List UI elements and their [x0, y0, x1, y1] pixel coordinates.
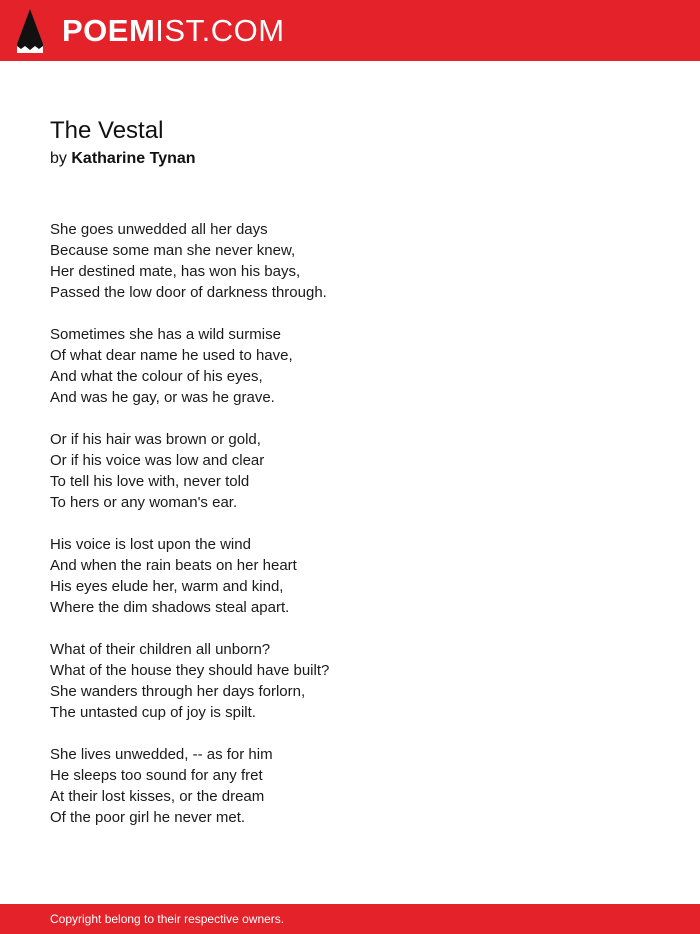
poem-line: She goes unwedded all her days: [50, 221, 268, 238]
site-header: [0, 0, 700, 61]
author-name: Katharine Tynan: [71, 150, 196, 167]
byline-prefix: by: [50, 150, 67, 167]
pencil-tip-icon: [17, 9, 43, 53]
poem-line: Because some man she never knew,: [50, 242, 296, 259]
poem-line: To tell his love with, never told: [50, 473, 250, 490]
site-logo-text: [62, 9, 285, 53]
poem-line: The untasted cup of joy is spilt.: [50, 704, 256, 721]
poem-line: Or if his hair was brown or gold,: [50, 431, 261, 448]
poem-line: What of their children all unborn?: [50, 641, 271, 658]
poem-line: At their lost kisses, or the dream: [50, 788, 265, 805]
poem-line: Her destined mate, has won his bays,: [50, 263, 301, 280]
poem-line: She wanders through her days forlorn,: [50, 683, 306, 700]
poem-title: The Vestal: [50, 117, 164, 144]
poem-line: Of what dear name he used to have,: [50, 347, 293, 364]
poem-line: What of the house they should have built?: [50, 662, 330, 679]
poem-line: Or if his voice was low and clear: [50, 452, 265, 469]
poem-line: And when the rain beats on her heart: [50, 557, 297, 574]
poem-body: [50, 219, 650, 849]
poem-stanza: [50, 429, 650, 513]
poem-line: His eyes elude her, warm and kind,: [50, 578, 284, 595]
copyright-text: Copyright belong to their respective owners.: [50, 912, 285, 926]
poem-byline: [50, 149, 196, 169]
poem-line: Of the poor girl he never met.: [50, 809, 246, 826]
poem-stanza: [50, 324, 650, 408]
poem-line: His voice is lost upon the wind: [50, 536, 251, 553]
poem-stanza: [50, 639, 650, 723]
site-footer: [0, 904, 700, 934]
poem-line: She lives unwedded, -- as for him: [50, 746, 273, 763]
poem-line: Sometimes she has a wild surmise: [50, 326, 281, 343]
poem-line: Passed the low door of darkness through.: [50, 284, 327, 301]
poem-stanza: [50, 744, 650, 828]
poem-stanza: [50, 534, 650, 618]
poem-line: Where the dim shadows steal apart.: [50, 599, 290, 616]
logo-text-light: IST.COM: [155, 13, 285, 48]
poem-line: He sleeps too sound for any fret: [50, 767, 263, 784]
poem-line: And was he gay, or was he grave.: [50, 389, 275, 406]
poem-stanza: [50, 219, 650, 303]
poem-line: And what the colour of his eyes,: [50, 368, 263, 385]
site-logo[interactable]: [17, 9, 285, 53]
poem-line: To hers or any woman's ear.: [50, 494, 238, 511]
logo-text-bold: POEM: [62, 13, 156, 48]
